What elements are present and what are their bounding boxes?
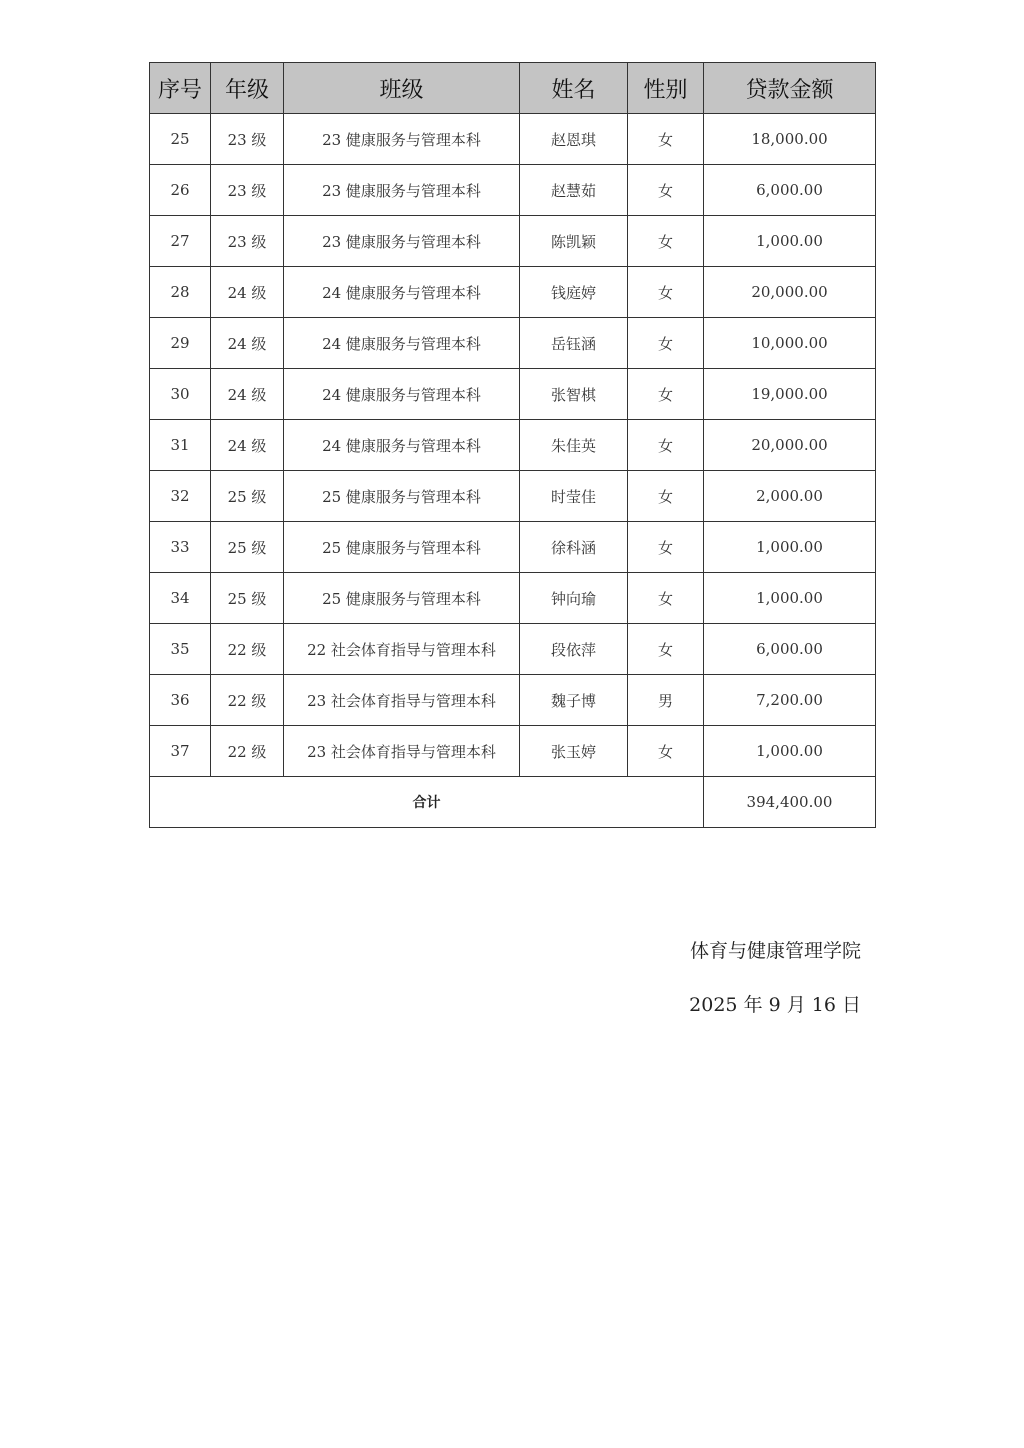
cell-name: 段依萍 xyxy=(520,624,628,675)
cell-grade: 23 级 xyxy=(211,165,284,216)
header-class: 班级 xyxy=(284,63,520,114)
cell-name: 钱庭婷 xyxy=(520,267,628,318)
header-index: 序号 xyxy=(150,63,211,114)
table-row xyxy=(150,318,876,369)
cell-loan-amount: 20,000.00 xyxy=(704,420,876,471)
header-loan-amount: 贷款金额 xyxy=(704,63,876,114)
cell-name: 魏子博 xyxy=(520,675,628,726)
table-row xyxy=(150,726,876,777)
cell-gender: 女 xyxy=(628,267,704,318)
cell-index: 33 xyxy=(150,522,211,573)
cell-loan-amount: 2,000.00 xyxy=(704,471,876,522)
table-row xyxy=(150,216,876,267)
table-row xyxy=(150,675,876,726)
cell-grade: 24 级 xyxy=(211,369,284,420)
cell-loan-amount: 1,000.00 xyxy=(704,573,876,624)
cell-gender: 女 xyxy=(628,318,704,369)
table-row xyxy=(150,369,876,420)
cell-name: 陈凯颖 xyxy=(520,216,628,267)
cell-loan-amount: 18,000.00 xyxy=(704,114,876,165)
signature-date: 2025 年 9 月 16 日 xyxy=(689,994,861,1016)
cell-index: 36 xyxy=(150,675,211,726)
table-row xyxy=(150,420,876,471)
cell-loan-amount: 6,000.00 xyxy=(704,165,876,216)
cell-grade: 22 级 xyxy=(211,624,284,675)
cell-loan-amount: 1,000.00 xyxy=(704,216,876,267)
cell-grade: 23 级 xyxy=(211,114,284,165)
cell-gender: 女 xyxy=(628,114,704,165)
cell-index: 27 xyxy=(150,216,211,267)
table-row xyxy=(150,624,876,675)
cell-class: 22 社会体育指导与管理本科 xyxy=(284,624,520,675)
cell-gender: 女 xyxy=(628,420,704,471)
cell-grade: 24 级 xyxy=(211,267,284,318)
cell-index: 30 xyxy=(150,369,211,420)
cell-loan-amount: 19,000.00 xyxy=(704,369,876,420)
cell-class: 24 健康服务与管理本科 xyxy=(284,420,520,471)
header-gender: 性别 xyxy=(628,63,704,114)
table-row xyxy=(150,267,876,318)
cell-grade: 25 级 xyxy=(211,522,284,573)
cell-loan-amount: 6,000.00 xyxy=(704,624,876,675)
cell-class: 23 健康服务与管理本科 xyxy=(284,216,520,267)
cell-class: 24 健康服务与管理本科 xyxy=(284,267,520,318)
cell-index: 35 xyxy=(150,624,211,675)
cell-name: 时莹佳 xyxy=(520,471,628,522)
table-row xyxy=(150,114,876,165)
header-row xyxy=(150,63,876,114)
cell-class: 25 健康服务与管理本科 xyxy=(284,573,520,624)
cell-name: 岳钰涵 xyxy=(520,318,628,369)
cell-class: 23 社会体育指导与管理本科 xyxy=(284,675,520,726)
cell-name: 赵慧茹 xyxy=(520,165,628,216)
cell-name: 张玉婷 xyxy=(520,726,628,777)
cell-loan-amount: 7,200.00 xyxy=(704,675,876,726)
cell-class: 23 健康服务与管理本科 xyxy=(284,165,520,216)
cell-class: 23 健康服务与管理本科 xyxy=(284,114,520,165)
cell-class: 23 社会体育指导与管理本科 xyxy=(284,726,520,777)
cell-grade: 22 级 xyxy=(211,726,284,777)
table-row xyxy=(150,573,876,624)
header-grade: 年级 xyxy=(211,63,284,114)
total-value: 394,400.00 xyxy=(704,777,876,828)
cell-grade: 22 级 xyxy=(211,675,284,726)
total-row xyxy=(150,777,876,828)
cell-gender: 男 xyxy=(628,675,704,726)
cell-gender: 女 xyxy=(628,624,704,675)
cell-index: 32 xyxy=(150,471,211,522)
cell-index: 28 xyxy=(150,267,211,318)
cell-class: 24 健康服务与管理本科 xyxy=(284,318,520,369)
cell-grade: 24 级 xyxy=(211,318,284,369)
cell-index: 34 xyxy=(150,573,211,624)
cell-gender: 女 xyxy=(628,726,704,777)
table-row xyxy=(150,471,876,522)
cell-loan-amount: 20,000.00 xyxy=(704,267,876,318)
header-name: 姓名 xyxy=(520,63,628,114)
cell-gender: 女 xyxy=(628,216,704,267)
cell-loan-amount: 1,000.00 xyxy=(704,726,876,777)
cell-grade: 25 级 xyxy=(211,573,284,624)
cell-gender: 女 xyxy=(628,369,704,420)
cell-gender: 女 xyxy=(628,573,704,624)
cell-grade: 25 级 xyxy=(211,471,284,522)
cell-class: 25 健康服务与管理本科 xyxy=(284,471,520,522)
cell-gender: 女 xyxy=(628,165,704,216)
cell-class: 24 健康服务与管理本科 xyxy=(284,369,520,420)
signature-org: 体育与健康管理学院 xyxy=(689,940,861,962)
cell-name: 赵恩琪 xyxy=(520,114,628,165)
cell-index: 37 xyxy=(150,726,211,777)
cell-index: 29 xyxy=(150,318,211,369)
loan-table xyxy=(149,62,876,828)
cell-loan-amount: 10,000.00 xyxy=(704,318,876,369)
cell-index: 25 xyxy=(150,114,211,165)
cell-name: 钟向瑜 xyxy=(520,573,628,624)
table-row xyxy=(150,522,876,573)
cell-class: 25 健康服务与管理本科 xyxy=(284,522,520,573)
total-label: 合计 xyxy=(150,777,704,828)
cell-gender: 女 xyxy=(628,471,704,522)
cell-grade: 24 级 xyxy=(211,420,284,471)
table-row xyxy=(150,165,876,216)
cell-grade: 23 级 xyxy=(211,216,284,267)
cell-index: 31 xyxy=(150,420,211,471)
cell-loan-amount: 1,000.00 xyxy=(704,522,876,573)
cell-index: 26 xyxy=(150,165,211,216)
cell-name: 张智棋 xyxy=(520,369,628,420)
cell-name: 徐科涵 xyxy=(520,522,628,573)
cell-gender: 女 xyxy=(628,522,704,573)
cell-name: 朱佳英 xyxy=(520,420,628,471)
